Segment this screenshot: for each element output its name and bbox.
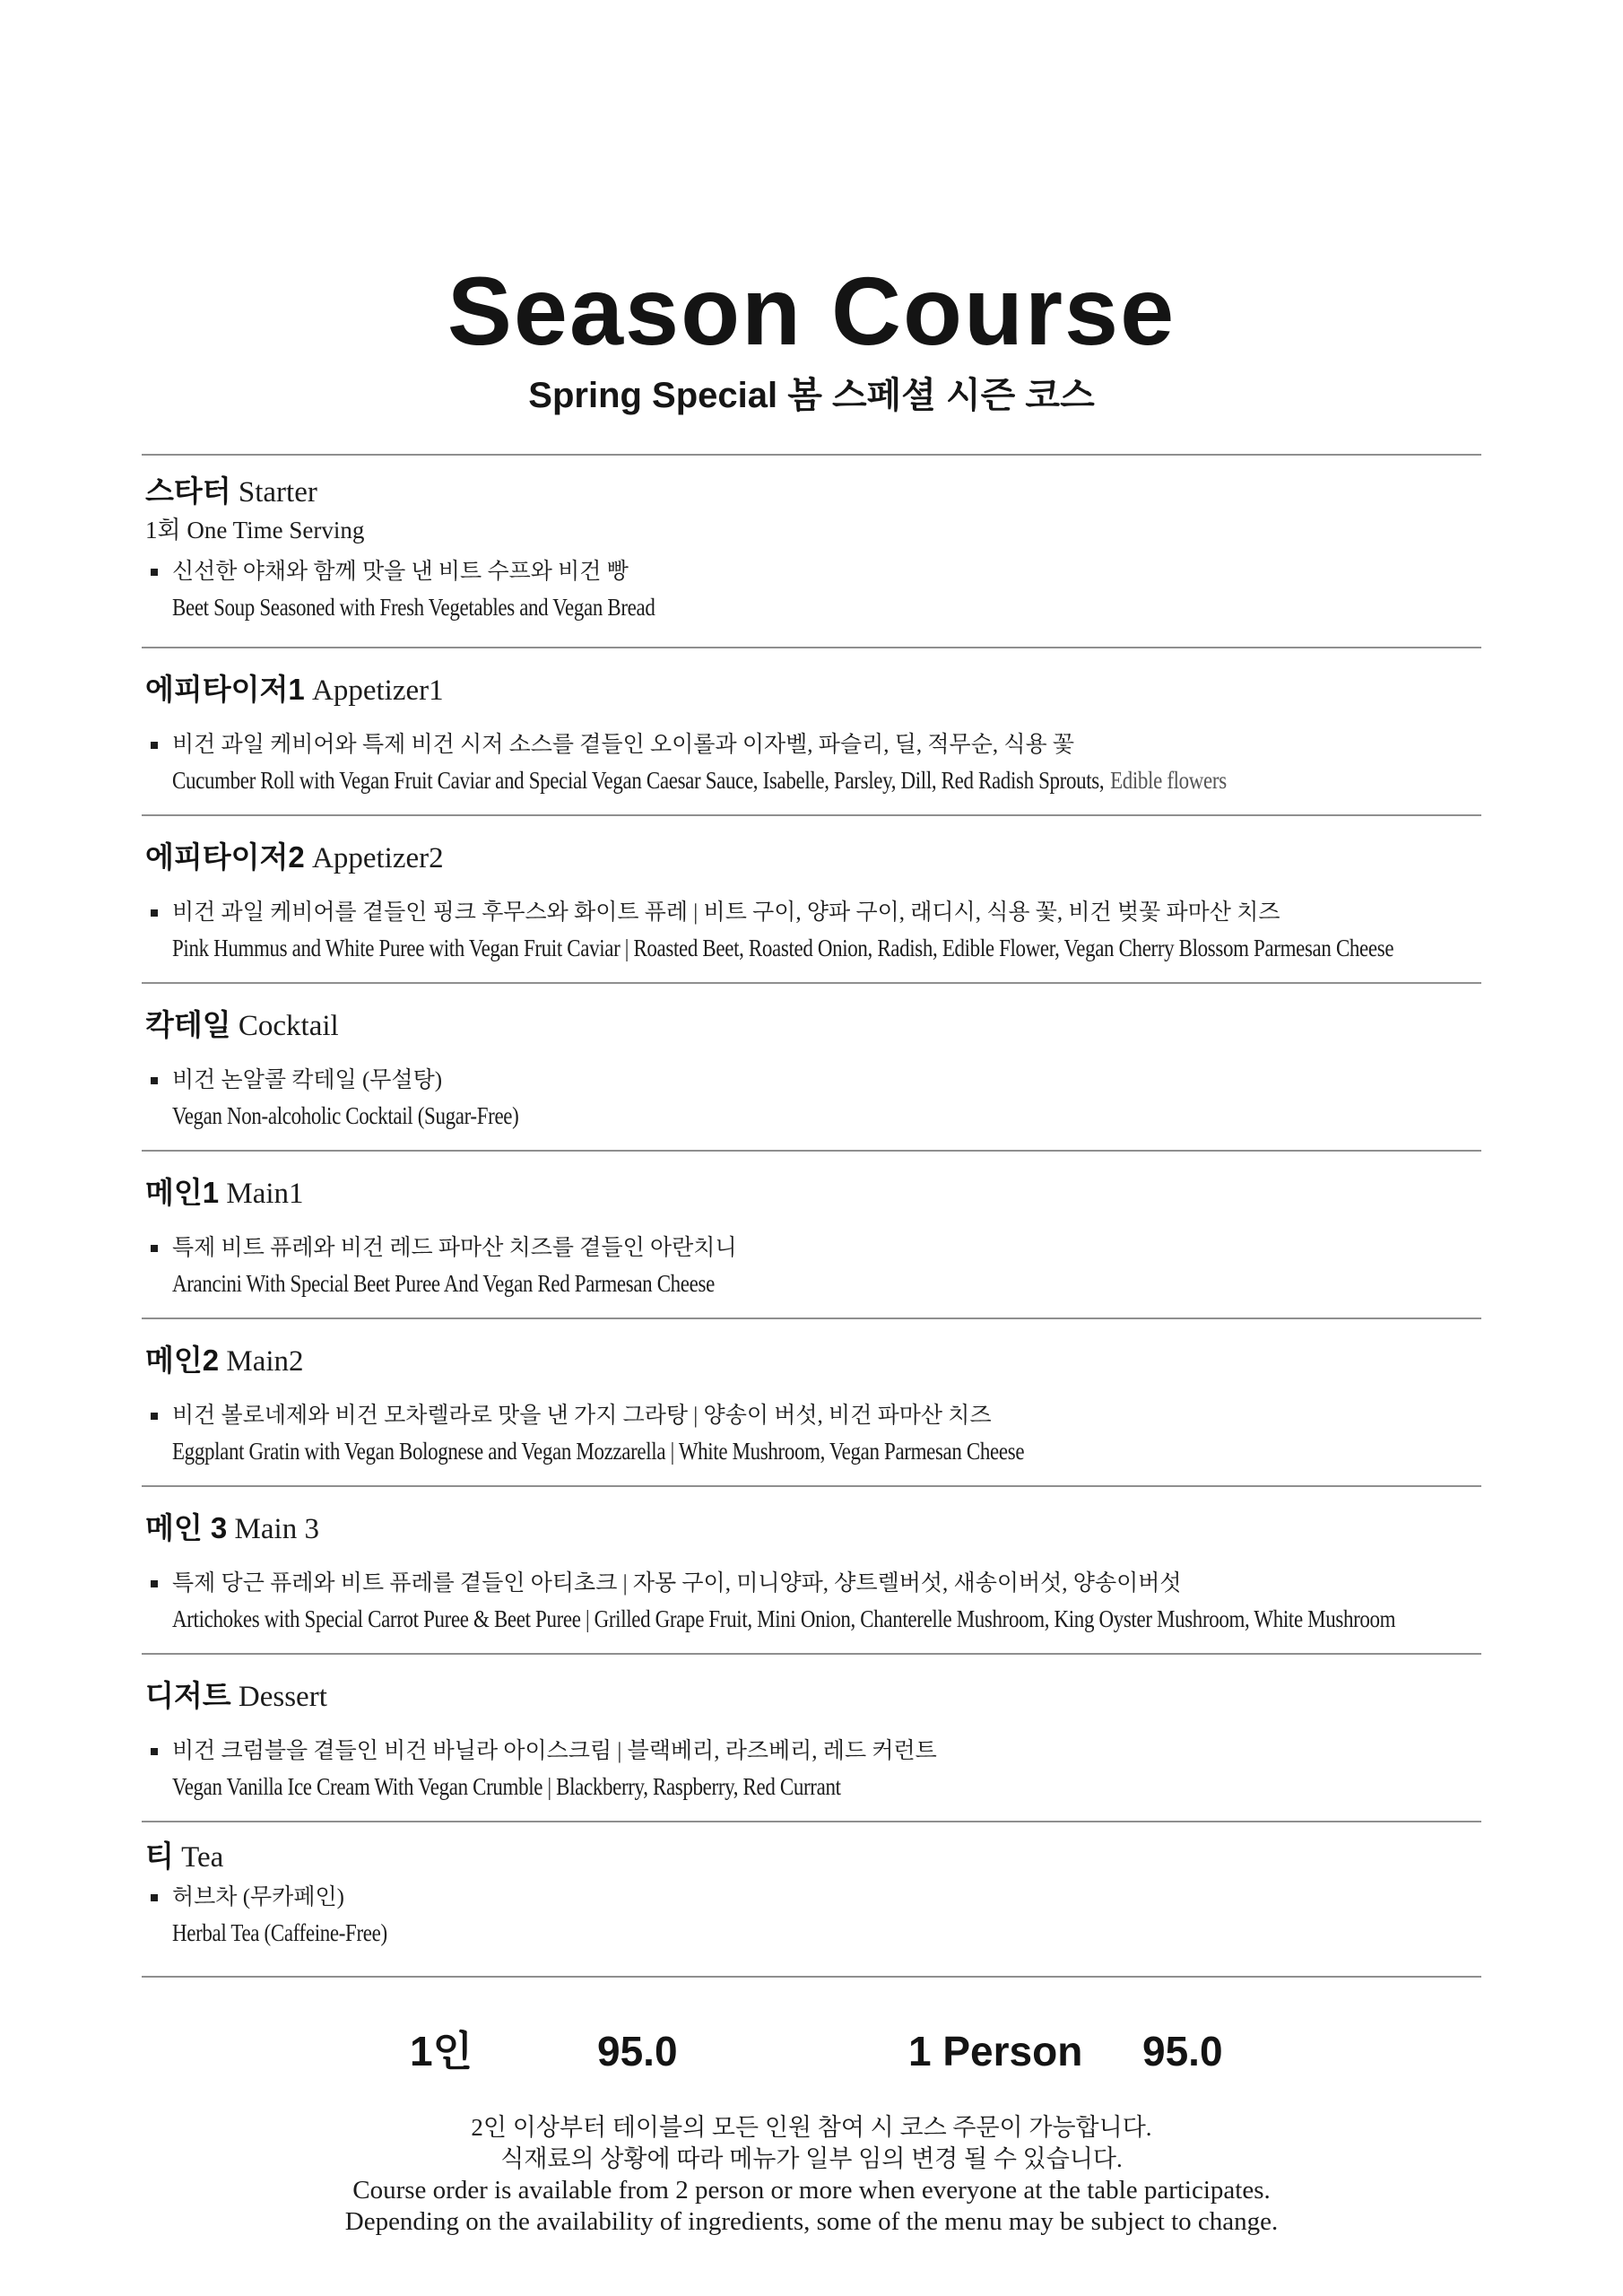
menu-item-text	[172, 896, 1481, 966]
menu-item	[142, 1881, 1481, 1951]
course-note: 1회 One Time Serving	[145, 517, 365, 544]
course-header-kr: 디저트	[145, 1679, 231, 1712]
page-title: Season Course	[447, 257, 1176, 365]
item-kr: 특제 비트 퓨레와 비건 레드 파마산 치즈를 곁들인 아란치니	[172, 1236, 737, 1260]
item-en	[172, 762, 1285, 798]
menu-item-text	[172, 1735, 1481, 1805]
course-header-kr: 티	[145, 1839, 174, 1873]
item-en: Arancini With Special Beet Puree And Vegan Red Parmesan Cheese	[172, 1270, 715, 1297]
bullet-icon	[151, 1413, 158, 1420]
course-header-kr: 메인2	[145, 1344, 220, 1377]
item-kr: 비건 과일 케비어를 곁들인 핑크 후무스와 화이트 퓨레 | 비트 구이, 양파 구이, 래디시, 식용 꽃, 비건 벚꽃 파마산 치즈	[172, 900, 1280, 925]
course-header	[142, 668, 1481, 712]
course-header-kr: 칵테일	[145, 1008, 231, 1041]
page-subtitle: Spring Special 봄 스페셜 시즌 코스	[528, 376, 1095, 415]
price-label-en: 1 Person	[908, 2028, 1083, 2074]
item-kr: 특제 당근 퓨레와 비트 퓨레를 곁들인 아티초크 | 자몽 구이, 미니양파, 샹트렐버섯, 새송이버섯, 양송이버섯	[172, 1571, 1182, 1596]
item-en-main: Cucumber Roll with Vegan Fruit Caviar and Special Vegan Caesar Sauce, Isabelle, Parsley, Dill, Red Radish Sprouts,	[172, 767, 1105, 794]
bullet-icon	[151, 1894, 158, 1901]
section-main3	[142, 1487, 1481, 1653]
course-header-kr: 메인1	[145, 1176, 220, 1209]
bullet-icon	[151, 569, 158, 576]
bullet-icon	[151, 909, 158, 917]
footer-note-kr-1: 2인 이상부터 테이블의 모든 인원 참여 시 코스 주문이 가능합니다.	[471, 2114, 1152, 2141]
section-starter	[142, 456, 1481, 647]
menu-item	[142, 1735, 1481, 1805]
section-main2	[142, 1319, 1481, 1485]
item-en: Artichokes with Special Carrot Puree & Beet Puree | Grilled Grape Fruit, Mini Onion, Chanterelle Mushroom, King Oyster Mushroom, White Mushroom	[172, 1605, 1396, 1632]
item-en: Herbal Tea (Caffeine-Free)	[172, 1919, 387, 1946]
section-appetizer1	[142, 648, 1481, 814]
course-header	[142, 1835, 1481, 1879]
course-header	[142, 1004, 1481, 1048]
item-kr: 비건 크럼블을 곁들인 비건 바닐라 아이스크림 | 블랙베리, 라즈베리, 레드 커런트	[172, 1739, 937, 1763]
bullet-icon	[151, 1245, 158, 1252]
price-value-kr: 95.0	[597, 2028, 678, 2074]
course-header-kr: 에피타이저2	[145, 840, 305, 874]
footer-note-kr-2: 식재료의 상황에 따라 메뉴가 일부 임의 변경 될 수 있습니다.	[500, 2145, 1123, 2172]
section-appetizer2	[142, 816, 1481, 982]
course-header-kr: 스타터	[145, 474, 231, 508]
menu-item	[142, 1399, 1481, 1469]
item-en-suffix: Edible flowers	[1110, 767, 1227, 794]
item-en: Vegan Non-alcoholic Cocktail (Sugar-Free)	[172, 1102, 519, 1129]
item-en: Eggplant Gratin with Vegan Bolognese and Vegan Mozzarella | White Mushroom, Vegan Parmesan Cheese	[172, 1438, 1025, 1465]
course-list	[142, 454, 1481, 1978]
course-header	[142, 1339, 1481, 1383]
menu-item	[142, 1231, 1481, 1301]
menu-item-text	[172, 1881, 1481, 1951]
menu-item	[142, 896, 1481, 966]
menu-item-text	[172, 1231, 1481, 1301]
course-header-en: Appetizer1	[312, 674, 444, 707]
course-header-en: Dessert	[238, 1681, 327, 1713]
bullet-icon	[151, 742, 158, 749]
price-value-en: 95.0	[1142, 2028, 1223, 2074]
menu-item	[142, 1567, 1481, 1637]
footer-note-en-1: Course order is available from 2 person or more when everyone at the table participates.	[352, 2176, 1271, 2205]
course-header	[142, 470, 1481, 514]
course-header-kr: 에피타이저1	[145, 673, 305, 706]
section-tea	[142, 1822, 1481, 1976]
menu-item-text	[172, 555, 1481, 625]
footer-note-en-2: Depending on the availability of ingredients, some of the menu may be subject to change.	[344, 2207, 1279, 2236]
bullet-icon	[151, 1748, 158, 1755]
menu-item-text	[172, 1567, 1481, 1637]
menu-item-text	[172, 1399, 1481, 1469]
course-header	[142, 1171, 1481, 1215]
section-dessert	[142, 1655, 1481, 1821]
course-header-en: Main2	[226, 1345, 304, 1378]
item-en: Vegan Vanilla Ice Cream With Vegan Crumble | Blackberry, Raspberry, Red Currant	[172, 1773, 841, 1800]
course-header	[142, 836, 1481, 880]
item-kr: 비건 논알콜 칵테일 (무설탕)	[172, 1068, 443, 1092]
item-en: Beet Soup Seasoned with Fresh Vegetables and Vegan Bread	[172, 594, 655, 621]
menu-item-text	[172, 1064, 1481, 1134]
course-header-en: Starter	[238, 476, 317, 509]
item-en: Pink Hummus and White Puree with Vegan Fruit Caviar | Roasted Beet, Roasted Onion, Radish, Edible Flower, Vegan Cherry Blossom Parmesan Cheese	[172, 935, 1394, 961]
course-header-en: Main1	[226, 1178, 304, 1210]
footer-notes	[0, 2112, 1623, 2238]
course-header	[142, 1674, 1481, 1718]
bullet-icon	[151, 1077, 158, 1084]
course-header-en: Appetizer2	[312, 842, 444, 874]
course-header-kr: 메인 3	[145, 1511, 228, 1544]
section-main1	[142, 1152, 1481, 1318]
menu-item	[142, 1064, 1481, 1134]
menu-item-text	[172, 728, 1481, 798]
item-kr: 비건 볼로네제와 비건 모차렐라로 맛을 낸 가지 그라탕 | 양송이 버섯, 비건 파마산 치즈	[172, 1404, 992, 1428]
price-label-kr: 1인	[410, 2028, 473, 2074]
menu-item	[142, 555, 1481, 625]
menu-item	[142, 728, 1481, 798]
item-kr: 비건 과일 케비어와 특제 비건 시저 소스를 곁들인 오이롤과 이자벨, 파슬리, 딜, 적무순, 식용 꽃	[172, 733, 1075, 757]
course-header-en: Tea	[181, 1841, 224, 1874]
section-cocktail	[142, 984, 1481, 1150]
course-header-en: Main 3	[234, 1513, 319, 1545]
item-kr: 허브차 (무카페인)	[172, 1885, 344, 1909]
course-header-en: Cocktail	[238, 1010, 339, 1042]
pricing-row	[0, 1978, 1623, 2112]
item-kr: 신선한 야채와 함께 맛을 낸 비트 수프와 비건 빵	[172, 560, 629, 584]
course-header	[142, 1507, 1481, 1551]
bullet-icon	[151, 1580, 158, 1587]
